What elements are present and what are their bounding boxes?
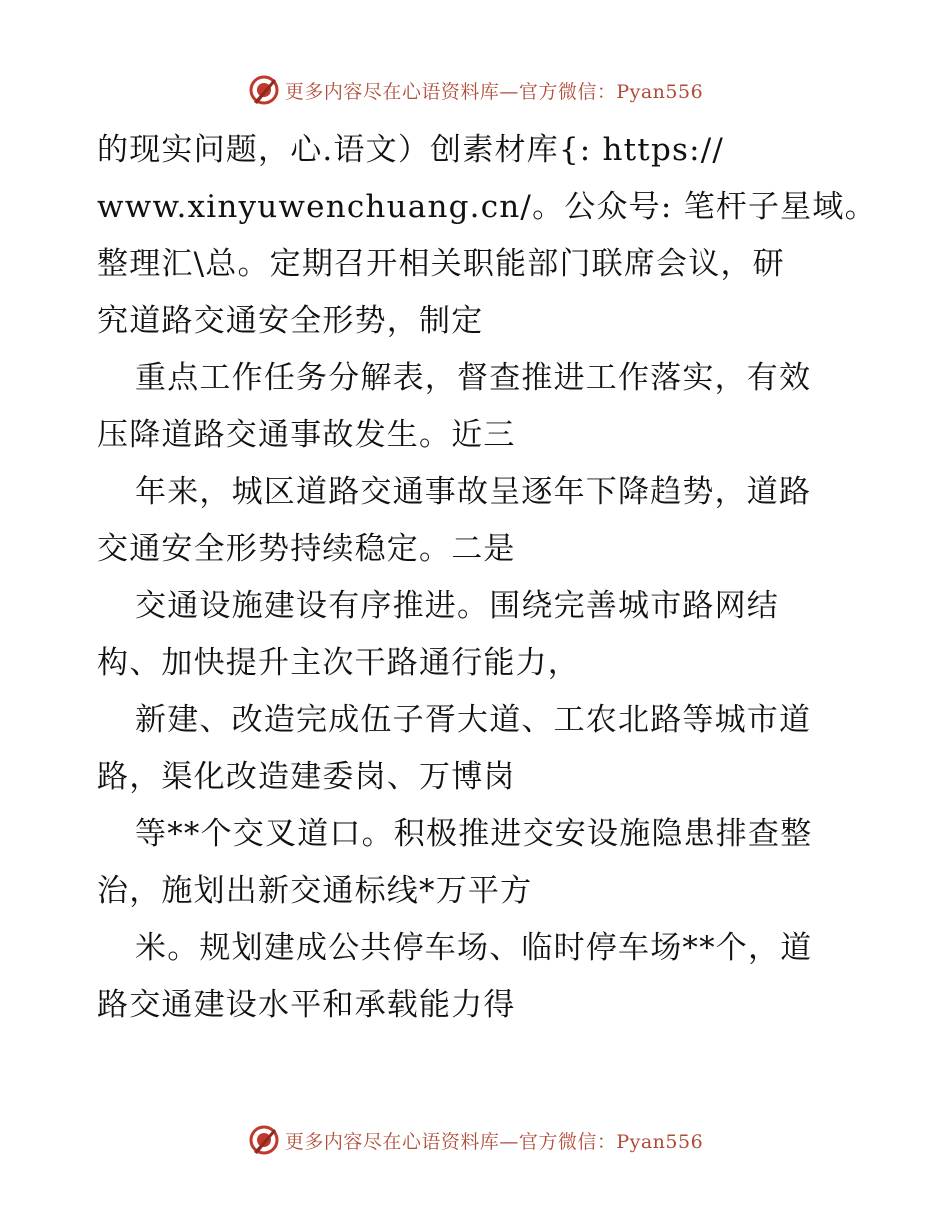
footer-banner-text: 更多内容尽在心语资料库—官方微信：Pyan556 [284,1130,704,1153]
text-line: 路交通建设水平和承载能力得 [97,987,516,1023]
text-line: 治，施划出新交通标线*万平方 [97,873,533,909]
text-line: 等**个交叉道口。积极推进交安设施隐患排查整 [135,816,813,852]
text-line: www.xinyuwenchuang.cn/。公众号: 笔杆子星域。 [97,189,877,225]
document-body [97,122,877,1034]
text-line: 构、加快提升主次干路通行能力， [97,645,580,681]
quill-seal-icon [247,1123,281,1157]
text-line: 整理汇\总。定期召开相关职能部门联席会议，研 [97,246,785,282]
quill-seal-icon [247,73,281,107]
text-line: 压降道路交通事故发生。近三 [97,417,516,453]
text-line: 米。规划建成公共停车场、临时停车场**个，道 [135,930,813,966]
text-line: 的现实问题，心.语文）创素材库{: https:// [97,132,725,168]
text-line: 年来，城区道路交通事故呈逐年下降趋势，道路 [135,474,812,510]
footer-banner [0,1120,950,1160]
text-line: 新建、改造完成伍子胥大道、工农北路等城市道 [135,702,812,738]
header-banner [0,70,950,110]
text-line: 交通安全形势持续稳定。二是 [97,531,516,567]
text-line: 交通设施建设有序推进。围绕完善城市路网结 [135,588,779,624]
header-banner-text: 更多内容尽在心语资料库—官方微信：Pyan556 [284,80,704,103]
text-line: 重点工作任务分解表，督查推进工作落实，有效 [135,360,812,396]
text-line: 究道路交通安全形势，制定 [97,303,484,339]
text-line: 路，渠化改造建委岗、万博岗 [97,759,516,795]
